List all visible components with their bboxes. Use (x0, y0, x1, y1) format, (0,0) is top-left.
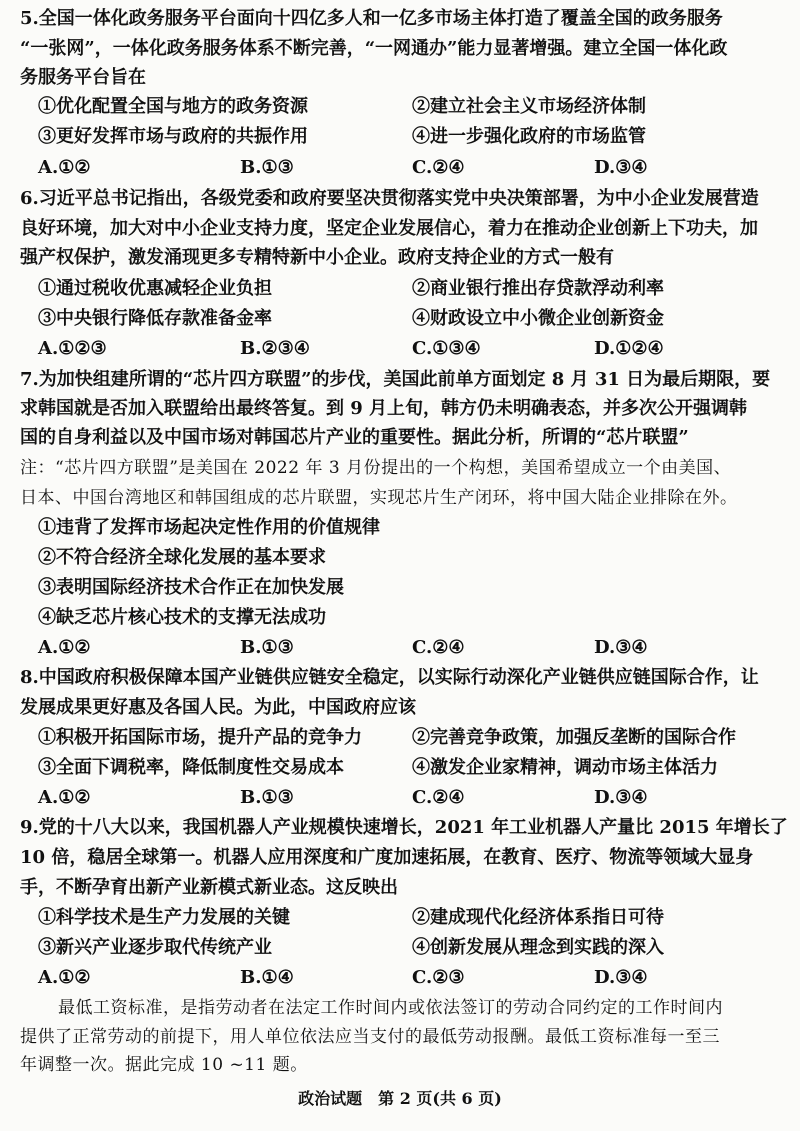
material-line-3: 年调整一次。据此完成 10 ~11 题。 (20, 1055, 308, 1075)
q6-choice-b: B.②③④ (240, 338, 310, 359)
q9-statement-1: ①科学技术是生产力发展的关键 (38, 907, 290, 928)
q7-statement-3: ③表明国际经济技术合作正在加快发展 (38, 577, 344, 598)
q7-statement-4: ④缺乏芯片核心技术的支撑无法成功 (38, 607, 326, 628)
q9-choice-b: B.①④ (240, 967, 294, 988)
q5-statement-2: ②建立社会主义市场经济体制 (412, 96, 646, 117)
q9-choice-d: D.③④ (594, 967, 648, 988)
material-line-2: 提供了正常劳动的前提下，用人单位依法应当支付的最低劳动报酬。最低工资标准每一至三 (20, 1027, 720, 1047)
q7-note-line-2: 日本、中国台湾地区和韩国组成的芯片联盟，实现芯片生产闭环，将中国大陆企业排除在外。 (20, 488, 738, 508)
q8-statement-1: ①积极开拓国际市场，提升产品的竞争力 (38, 727, 362, 748)
q7-choice-d: D.③④ (594, 637, 648, 658)
q9-stem-line-2: 10 倍，稳居全球第一。机器人应用深度和广度加速拓展，在教育、医疗、物流等领域大显身 (20, 847, 754, 868)
material-line-1: 最低工资标准，是指劳动者在法定工作时间内或依法签订的劳动合同约定的工作时间内 (58, 998, 723, 1018)
q6-stem-line-2: 良好环境，加大对中小企业支持力度，坚定企业发展信心，着力在推动企业创新上下功夫，加 (20, 218, 758, 239)
q8-statement-4: ④激发企业家精神，调动市场主体活力 (412, 757, 718, 778)
q5-choice-a: A.①② (38, 157, 91, 178)
q5-choice-d: D.③④ (594, 157, 648, 178)
q6-choice-a: A.①②③ (38, 338, 107, 359)
q6-stem-line-1: 6.习近平总书记指出，各级党委和政府要坚决贯彻落实党中央决策部署，为中小企业发展营造 (20, 188, 759, 209)
q5-stem-line-1: 5.全国一体化政务服务平台面向十四亿多人和一亿多市场主体打造了覆盖全国的政务服务 (20, 8, 723, 29)
q8-choice-b: B.①③ (240, 787, 294, 808)
q7-statement-2: ②不符合经济全球化发展的基本要求 (38, 547, 326, 568)
q7-statement-1: ①违背了发挥市场起决定性作用的价值规律 (38, 517, 380, 538)
q6-stem-line-3: 强产权保护，激发涌现更多专精特新中小企业。政府支持企业的方式一般有 (20, 247, 614, 268)
q7-choice-b: B.①③ (240, 637, 294, 658)
q8-choice-a: A.①② (38, 787, 91, 808)
q7-note-line-1: 注：“芯片四方联盟”是美国在 2022 年 3 月份提出的一个构想，美国希望成立一个由美国、 (20, 458, 732, 478)
q6-choice-d: D.①②④ (594, 338, 664, 359)
q9-statement-4: ④创新发展从理念到实践的深入 (412, 937, 664, 958)
q9-choice-a: A.①② (38, 967, 91, 988)
q8-choice-d: D.③④ (594, 787, 648, 808)
q7-choice-c: C.②④ (412, 637, 465, 658)
q6-statement-2: ②商业银行推出存贷款浮动利率 (412, 278, 664, 299)
q8-statement-3: ③全面下调税率，降低制度性交易成本 (38, 757, 344, 778)
q5-choice-c: C.②④ (412, 157, 465, 178)
page-footer: 政治试题 第 2 页(共 6 页) (298, 1089, 502, 1108)
q6-statement-3: ③中央银行降低存款准备金率 (38, 308, 272, 329)
q5-statement-3: ③更好发挥市场与政府的共振作用 (38, 126, 308, 147)
q7-stem-line-3: 国的自身利益以及中国市场对韩国芯片产业的重要性。据此分析，所谓的“芯片联盟” (20, 427, 689, 448)
q6-statement-4: ④财政设立中小微企业创新资金 (412, 308, 664, 329)
q7-stem-line-2: 求韩国就是否加入联盟给出最终答复。到 9 月上旬，韩方仍未明确表态，并多次公开强调韩 (20, 398, 748, 419)
q9-statement-2: ②建成现代化经济体系指日可待 (412, 907, 664, 928)
q5-choice-b: B.①③ (240, 157, 294, 178)
q7-choice-a: A.①② (38, 637, 91, 658)
q5-stem-line-2: “一张网”，一体化政务服务体系不断完善，“一网通办”能力显著增强。建立全国一体化政 (20, 38, 728, 59)
q8-stem-line-2: 发展成果更好惠及各国人民。为此，中国政府应该 (20, 697, 416, 718)
q9-stem-line-1: 9.党的十八大以来，我国机器人产业规模快速增长，2021 年工业机器人产量比 2015 年增长了 (20, 817, 788, 838)
q5-statement-4: ④进一步强化政府的市场监管 (412, 126, 646, 147)
q9-choice-c: C.②③ (412, 967, 465, 988)
q5-statement-1: ①优化配置全国与地方的政务资源 (38, 96, 308, 117)
q9-statement-3: ③新兴产业逐步取代传统产业 (38, 937, 272, 958)
q7-stem-line-1: 7.为加快组建所谓的“芯片四方联盟”的步伐，美国此前单方面划定 8 月 31 日为最后期限，要 (20, 369, 771, 390)
q9-stem-line-3: 手，不断孕育出新产业新模式新业态。这反映出 (20, 877, 398, 898)
q8-choice-c: C.②④ (412, 787, 465, 808)
q8-stem-line-1: 8.中国政府积极保障本国产业链供应链安全稳定，以实际行动深化产业链供应链国际合作，让 (20, 667, 759, 688)
q5-stem-line-3: 务服务平台旨在 (20, 67, 146, 88)
q6-choice-c: C.①③④ (412, 338, 481, 359)
q8-statement-2: ②完善竞争政策，加强反垄断的国际合作 (412, 727, 736, 748)
q6-statement-1: ①通过税收优惠减轻企业负担 (38, 278, 272, 299)
